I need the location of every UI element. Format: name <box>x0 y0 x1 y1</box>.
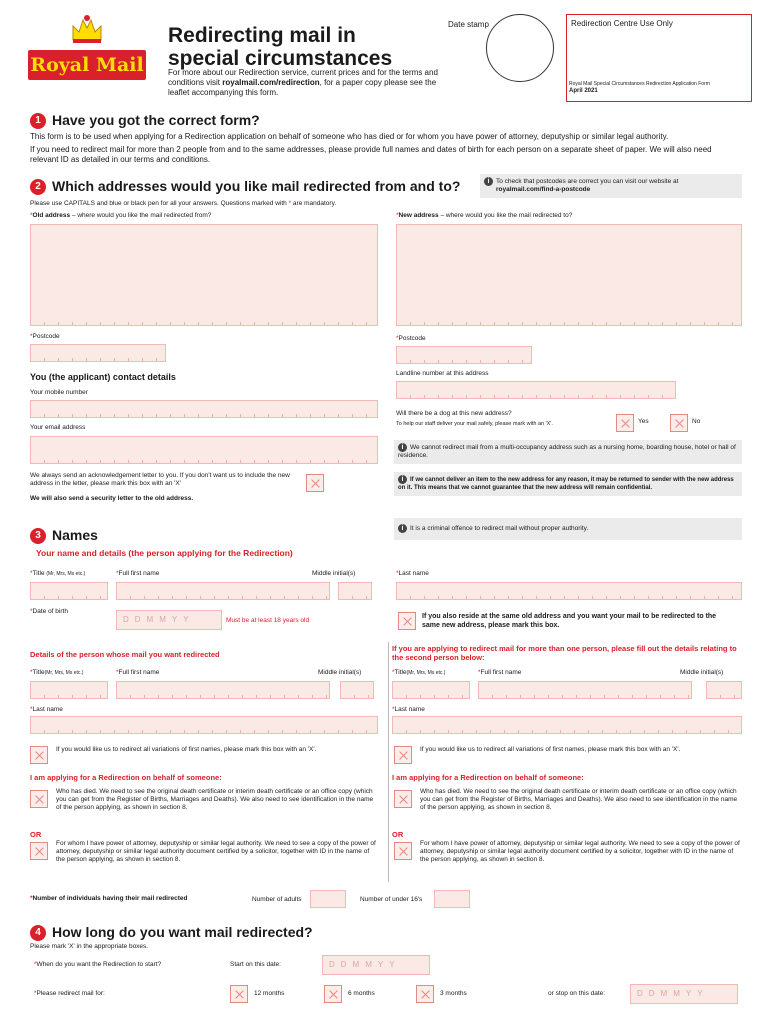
stop-date-label: or stop on this date: <box>548 990 606 997</box>
column-divider <box>388 642 389 882</box>
under16-input[interactable] <box>434 890 470 908</box>
p2-died-text: Who has died. We need to see the original death certificate or interim death certificate or an office copy (which you can get from the Register of Births, Marriages and Deaths). We also need to see identification in the name of the person applying, as shown in section 8. <box>420 788 738 811</box>
dog-question: Will there be a dog at this new address? <box>396 410 512 417</box>
new-postcode-input[interactable] <box>396 346 532 364</box>
old-address-label: *Old address – where would you like the mail redirected from? <box>30 212 212 219</box>
middle-initial-label: Middle initial(s) <box>312 570 356 577</box>
intro-text: For more about our Redirection service, current prices and for the terms and conditions visit royalmail.com/redirection, for a paper copy please see the leaflet accompanying this form. <box>168 68 438 97</box>
new-postcode-label: *Postcode <box>396 335 426 342</box>
stop-date-input[interactable]: DDMMYY <box>630 984 738 1004</box>
last-name-input[interactable] <box>396 582 742 600</box>
p2-variations-text: If you would like us to redirect all variations of first names, please mark this box with an 'X'. <box>420 746 681 753</box>
logo-text: Royal Mail <box>28 50 146 80</box>
section-3-heading: 3 Names <box>30 527 98 544</box>
start-question: *When do you want the Redirection to start? <box>34 961 162 968</box>
adults-label: Number of adults <box>252 896 302 903</box>
p2-variations-checkbox[interactable] <box>394 746 412 764</box>
p2-last-name-input[interactable] <box>392 716 742 734</box>
p2-poa-text: For whom I have power of attorney, deputyship or similar legal authority. We need to see a copy of the power of attorney, deputyship or similar legal authority document certified by a solicitor, together with ID in the name of the person applying, as shown in section 8. <box>420 840 740 863</box>
p2-or-label: OR <box>392 830 404 839</box>
middle-initial-input[interactable] <box>338 582 372 600</box>
p1-first-name-label: *Full first name <box>116 669 160 676</box>
last-name-label: *Last name <box>396 570 429 577</box>
second-person-heading: If you are applying to redirect mail for more than one person, please fill out the details relating to the second person below: <box>392 644 737 662</box>
p2-last-name-label: *Last name <box>392 706 425 713</box>
first-name-label: *Full first name <box>116 570 160 577</box>
landline-label: Landline number at this address <box>396 370 489 377</box>
centre-use-label: Redirection Centre Use Only <box>571 19 673 28</box>
p1-last-name-label: *Last name <box>30 706 63 713</box>
individuals-label: *Number of individuals having their mail redirected <box>30 895 188 902</box>
ack-letter-checkbox[interactable] <box>306 474 324 492</box>
section-1-p2: If you need to redirect mail for more than 2 people from and to the same addresses, please provide full names and dates of birth for each person on a separate sheet of paper. We will also need relevant ID as detailed in our terms and conditions. <box>30 145 712 164</box>
mobile-label: Your mobile number <box>30 389 88 396</box>
redirection-link[interactable]: royalmail.com/redirection <box>222 78 320 87</box>
mark-x-note: Please mark 'X' in the appropriate boxes. <box>30 943 149 950</box>
old-address-field[interactable] <box>30 224 378 326</box>
p1-poa-text: For whom I have power of attorney, deputyship or similar legal authority. We need to see a copy of the power of attorney, deputyship or similar legal authority document certified by a solicitor, together with ID in the name of the person applying, as shown in section 8. <box>56 840 376 863</box>
p1-first-name-input[interactable] <box>116 681 330 699</box>
p1-title-label: *Title(Mr, Mrs, Ms etc.) <box>30 669 84 676</box>
6-months-label: 6 months <box>348 990 375 997</box>
your-details-heading: Your name and details (the person applying for the Redirection) <box>36 548 293 558</box>
p2-title-label: *Title(Mr, Mrs, Ms etc.) <box>392 669 446 676</box>
form-name: Royal Mail Special Circumstances Redirection Application Form <box>569 81 710 87</box>
start-date-label: Start on this date: <box>230 961 281 968</box>
first-name-input[interactable] <box>116 582 330 600</box>
page-title: Redirecting mail in special circumstances <box>168 24 393 70</box>
dob-label: *Date of birth <box>30 608 68 615</box>
12-months-label: 12 months <box>254 990 285 997</box>
p2-first-name-input[interactable] <box>478 681 692 699</box>
info-icon: i <box>398 475 407 484</box>
adults-input[interactable] <box>310 890 346 908</box>
multi-occupancy-note: i We cannot redirect mail from a multi-occupancy address such as a nursing home, boarding house, hotel or hall of residence. <box>394 440 742 464</box>
under16-label: Number of under 16's <box>360 896 423 903</box>
old-postcode-label: *Postcode <box>30 333 60 340</box>
date-stamp-circle <box>486 14 554 82</box>
3-months-checkbox[interactable] <box>416 985 434 1003</box>
p2-poa-checkbox[interactable] <box>394 842 412 860</box>
p1-variations-text: If you would like us to redirect all variations of first names, please mark this box with an 'X'. <box>56 746 317 753</box>
12-months-checkbox[interactable] <box>230 985 248 1003</box>
centre-use-box <box>566 14 752 102</box>
dob-input[interactable]: DDMMYY <box>116 610 222 630</box>
p2-died-checkbox[interactable] <box>394 790 412 808</box>
mobile-input[interactable] <box>30 400 378 418</box>
p1-behalf-heading: I am applying for a Redirection on behalf of someone: <box>30 773 222 782</box>
date-stamp-label: Date stamp <box>448 20 489 29</box>
dog-help: To help our staff deliver your mail safely, please mark with an 'X'. <box>396 421 553 427</box>
dog-yes-label: Yes <box>638 418 649 425</box>
p1-title-input[interactable] <box>30 681 108 699</box>
p2-behalf-heading: I am applying for a Redirection on behalf of someone: <box>392 773 584 782</box>
p1-died-checkbox[interactable] <box>30 790 48 808</box>
new-address-field[interactable] <box>396 224 742 326</box>
dog-yes-checkbox[interactable] <box>616 414 634 432</box>
same-address-text: If you also reside at the same old address and you want your mail to be redirected to the same new address, please mark this box. <box>422 613 717 629</box>
p1-last-name-input[interactable] <box>30 716 378 734</box>
section-1-heading: 1 Have you got the correct form? <box>30 112 260 129</box>
p1-died-text: Who has died. We need to see the original death certificate or interim death certificate or an office copy (which you can get from the Register of Births, Marriages and Deaths). We also need to see identification in the name of the person applying, as shown in section 8. <box>56 788 374 811</box>
p1-middle-label: Middle initial(s) <box>318 669 362 676</box>
p2-first-name-label: *Full first name <box>478 669 522 676</box>
email-input[interactable] <box>30 436 378 464</box>
p1-poa-checkbox[interactable] <box>30 842 48 860</box>
postcode-tip: i To check that postcodes are correct you can visit our website at royalmail.com/find-a-postcode <box>480 174 742 198</box>
p1-or-label: OR <box>30 830 42 839</box>
section-4-heading: 4 How long do you want mail redirected? <box>30 924 313 941</box>
section-1-p1: This form is to be used when applying for a Redirection application on behalf of someone who has died or for whom you have power of attorney, deputyship or similar legal authority. <box>30 132 669 141</box>
same-address-checkbox[interactable] <box>398 612 416 630</box>
6-months-checkbox[interactable] <box>324 985 342 1003</box>
contact-details-heading: You (the applicant) contact details <box>30 372 176 382</box>
new-address-label: *New address – where would you like the mail redirected to? <box>396 212 573 219</box>
form-date: April 2021 <box>569 88 598 94</box>
p1-variations-checkbox[interactable] <box>30 746 48 764</box>
landline-input[interactable] <box>396 381 676 399</box>
info-icon: i <box>398 524 407 533</box>
title-label: *Title (Mr, Mrs, Ms etc.) <box>30 570 86 577</box>
criminal-offence-note: i It is a criminal offence to redirect mail without proper authority. <box>394 518 742 540</box>
p2-middle-label: Middle initial(s) <box>680 669 724 676</box>
confidential-warning: i If we cannot deliver an item to the new address for any reason, it may be returned to sender with the new address on it. This means that we cannot guarantee that the new address will remain confidential. <box>394 472 742 496</box>
person-details-heading: Details of the person whose mail you want redirected <box>30 650 220 659</box>
duration-label: *Please redirect mail for: <box>34 990 105 997</box>
email-label: Your email address <box>30 424 86 431</box>
3-months-label: 3 months <box>440 990 467 997</box>
dog-no-label: No <box>692 418 701 425</box>
age-requirement: Must be at least 18 years old <box>226 617 310 624</box>
title-input[interactable] <box>30 582 108 600</box>
info-icon: i <box>398 443 407 452</box>
security-letter-text: We will also send a security letter to the old address. <box>30 495 194 502</box>
info-icon: i <box>484 177 493 186</box>
p1-middle-input[interactable] <box>340 681 374 699</box>
old-postcode-input[interactable] <box>30 344 166 362</box>
caps-instruction: Please use CAPITALS and blue or black pen for all your answers. Questions marked with * are mandatory. <box>30 200 337 207</box>
dog-no-checkbox[interactable] <box>670 414 688 432</box>
ack-letter-text: We always send an acknowledgement letter to you. If you don't want us to include the new address in the letter, please mark this box with an 'X' <box>30 472 290 487</box>
section-2-heading: 2 Which addresses would you like mail redirected from and to? <box>30 178 460 195</box>
royal-mail-logo <box>28 14 146 78</box>
p2-middle-input[interactable] <box>706 681 742 699</box>
crown-icon <box>69 14 105 44</box>
start-date-input[interactable]: DDMMYY <box>322 955 430 975</box>
p2-title-input[interactable] <box>392 681 470 699</box>
